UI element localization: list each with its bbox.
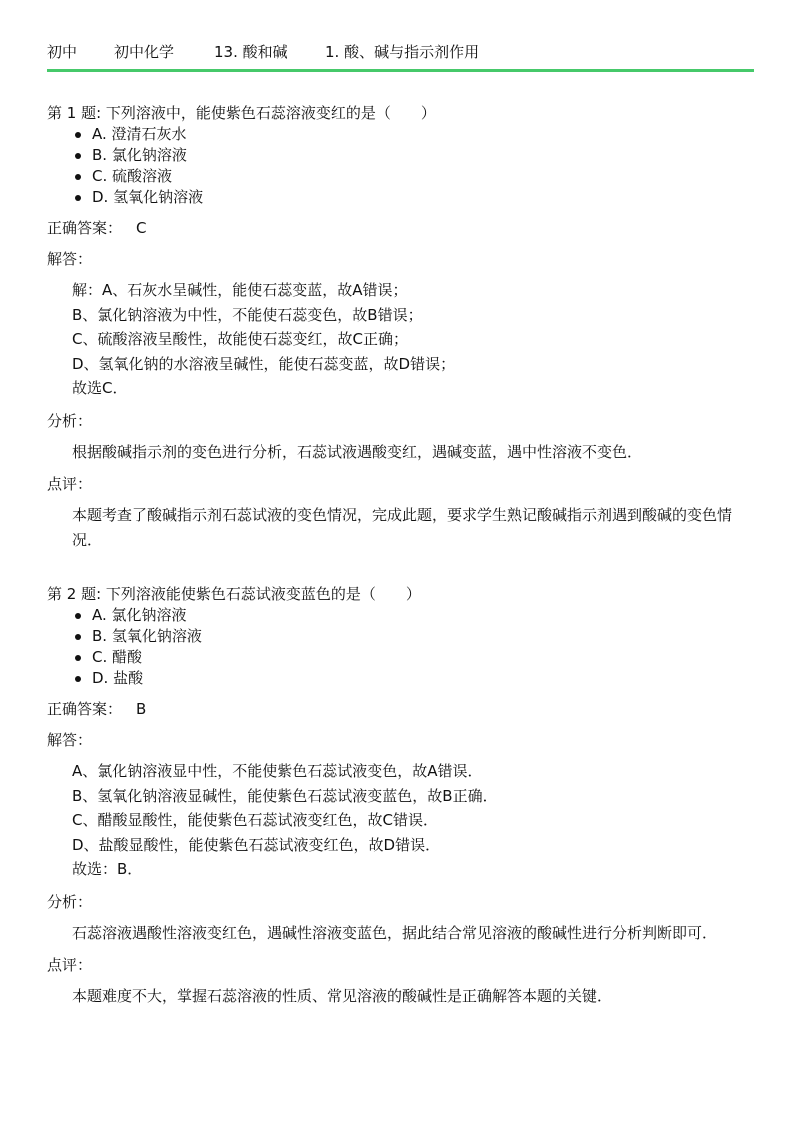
solution-label: 解答： <box>47 250 93 268</box>
correct-answer <box>47 699 757 720</box>
option-b: B. 氯化钠溶液 <box>47 145 757 166</box>
solution-text <box>47 759 757 882</box>
question-title: 第 2 题: 下列溶液能使紫色石蕊试液变蓝色的是（ ） <box>47 585 421 603</box>
option-d: D. 盐酸 <box>47 668 757 689</box>
answer-value: B <box>136 700 147 718</box>
option-b: B. 氢氧化钠溶液 <box>47 626 757 647</box>
option-c: C. 醋酸 <box>47 647 757 668</box>
solution-line: A、氯化钠溶液显中性，不能使紫色石蕊试液变色，故A错误． <box>72 762 483 780</box>
solution-line: 故选C． <box>72 379 128 397</box>
correct-answer <box>47 218 757 239</box>
solution-text <box>47 278 757 401</box>
solution-line: D、氢氧化钠的水溶液呈碱性，能使石蕊变蓝，故D错误； <box>72 354 456 373</box>
option-a: A. 氯化钠溶液 <box>47 605 757 626</box>
option-list <box>47 124 757 208</box>
analysis-paragraph: 根据酸碱指示剂的变色进行分析，石蕊试液遇酸变红，遇碱变蓝，遇中性溶液不变色． <box>72 442 643 461</box>
question-title: 第 1 题: 下列溶液中，能使紫色石蕊溶液变红的是（ ） <box>47 104 436 122</box>
question-2 <box>47 584 757 1009</box>
question-1 <box>47 103 757 552</box>
breadcrumb-subject[interactable]: 初中化学 <box>114 42 175 61</box>
solution-label: 解答： <box>47 731 93 749</box>
breadcrumb <box>47 40 754 62</box>
comment-label: 点评： <box>47 475 93 493</box>
analysis-text <box>47 440 757 465</box>
solution-line: C、醋酸显酸性，能使紫色石蕊试液变红色，故C错误． <box>72 811 438 829</box>
analysis-label: 分析： <box>47 892 93 911</box>
option-c: C. 硫酸溶液 <box>47 166 757 187</box>
breadcrumb-chapter[interactable]: 13. 酸和碱 <box>214 42 288 61</box>
question-list <box>47 103 757 1009</box>
option-list <box>47 605 757 689</box>
comment-text <box>47 984 757 1009</box>
solution-line: D、盐酸显酸性，能使紫色石蕊试液变红色，故D错误． <box>72 835 441 854</box>
comment-text <box>47 503 757 552</box>
solution-line: C、硫酸溶液呈酸性，故能使石蕊变红，故C正确； <box>72 330 408 348</box>
answer-value: C <box>136 219 147 237</box>
solution-line: B、氢氧化钠溶液显碱性，能使紫色石蕊试液变蓝色，故B正确． <box>72 786 498 805</box>
solution-line: B、氯化钠溶液为中性，不能使石蕊变色，故B错误； <box>72 305 423 324</box>
header-divider <box>47 69 754 72</box>
comment-paragraph: 本题难度不大，掌握石蕊溶液的性质、常见溶液的酸碱性是正确解答本题的关键． <box>72 987 613 1005</box>
answer-label: 正确答案： <box>47 700 123 718</box>
answer-label: 正确答案： <box>47 219 123 237</box>
analysis-paragraph: 石蕊溶液遇酸性溶液变红色，遇碱性溶液变蓝色，据此结合常见溶液的酸碱性进行分析判断即可． <box>72 923 718 942</box>
solution-line: 解：A、石灰水呈碱性，能使石蕊变蓝，故A错误； <box>72 281 408 299</box>
breadcrumb-level-1[interactable]: 初中 <box>47 42 78 61</box>
option-a: A. 澄清石灰水 <box>47 124 757 145</box>
comment-paragraph: 本题考查了酸碱指示剂石蕊试液的变色情况，完成此题，要求学生熟记酸碱指示剂遇到酸碱的变色情况． <box>72 506 733 549</box>
solution-line: 故选：B． <box>72 860 143 878</box>
analysis-label: 分析： <box>47 411 93 430</box>
comment-label: 点评： <box>47 956 93 974</box>
analysis-text <box>47 921 757 946</box>
option-d: D. 氢氧化钠溶液 <box>47 187 757 208</box>
breadcrumb-section[interactable]: 1. 酸、碱与指示剂作用 <box>325 42 480 61</box>
